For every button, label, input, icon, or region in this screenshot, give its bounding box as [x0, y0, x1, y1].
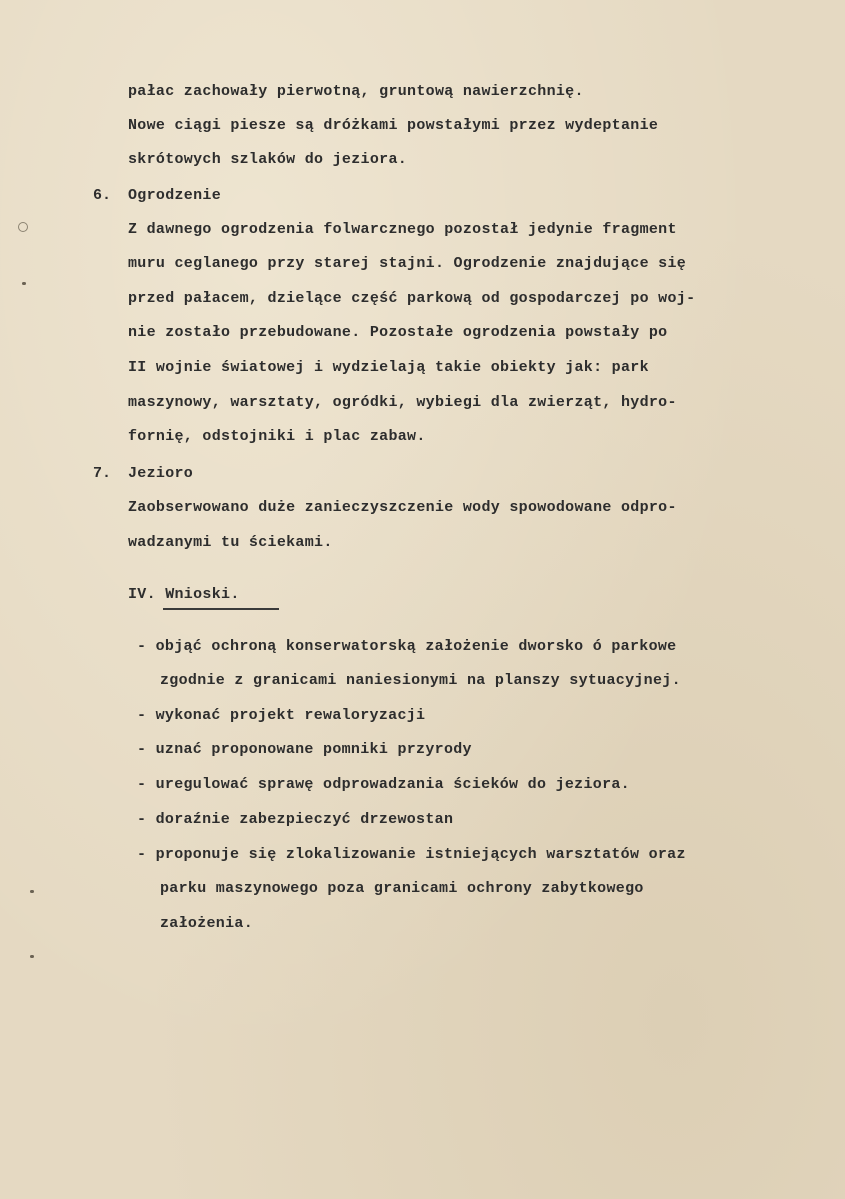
- text-line: nie zostało przebudowane. Pozostałe ogrodzenia powstały po: [128, 324, 668, 341]
- list-item: - proponuje się zlokalizowanie istniejących warsztatów oraz: [137, 846, 686, 863]
- text-line: pałac zachowały pierwotną, gruntową nawierzchnię.: [128, 83, 584, 100]
- paper-speck: [30, 890, 34, 893]
- section-title-jezioro: Jezioro: [128, 465, 194, 482]
- section-number-7: 7.: [93, 465, 112, 482]
- list-item-continuation: zgodnie z granicami naniesionymi na planszy sytuacyjnej.: [160, 672, 681, 689]
- section-title-wnioski: IV. Wnioski.: [128, 586, 240, 603]
- text-line: przed pałacem, dzielące część parkową od gospodarczej po woj-: [128, 290, 696, 307]
- text-line: Nowe ciągi piesze są dróżkami powstałymi przez wydeptanie: [128, 117, 659, 134]
- binder-hole: [18, 222, 28, 232]
- paper-speck: [30, 955, 34, 958]
- text-line: Z dawnego ogrodzenia folwarcznego pozostał jedynie fragment: [128, 221, 677, 238]
- text-line: wadzanymi tu ściekami.: [128, 534, 333, 551]
- text-line: II wojnie światowej i wydzielają takie obiekty jak: park: [128, 359, 649, 376]
- list-item: - objąć ochroną konserwatorską założenie dworsko ó parkowe: [137, 638, 677, 655]
- list-item: - doraźnie zabezpieczyć drzewostan: [137, 811, 454, 828]
- text-line: fornię, odstojniki i plac zabaw.: [128, 428, 426, 445]
- list-item: - uregulować sprawę odprowadzania ścieków do jeziora.: [137, 776, 630, 793]
- text-line: skrótowych szlaków do jeziora.: [128, 151, 408, 168]
- list-item: - wykonać projekt rewaloryzacji: [137, 707, 426, 724]
- title-underline: [163, 608, 279, 610]
- list-item-continuation: parku maszynowego poza granicami ochrony zabytkowego: [160, 880, 644, 897]
- text-line: Zaobserwowano duże zanieczyszczenie wody spowodowane odpro-: [128, 499, 677, 516]
- list-item: - uznać proponowane pomniki przyrody: [137, 741, 472, 758]
- section-title-ogrodzenie: Ogrodzenie: [128, 187, 222, 204]
- list-item-continuation: założenia.: [160, 915, 254, 932]
- paper-speck: [22, 282, 26, 285]
- text-line: muru ceglanego przy starej stajni. Ogrodzenie znajdujące się: [128, 255, 687, 272]
- text-line: maszynowy, warsztaty, ogródki, wybiegi dla zwierząt, hydro-: [128, 394, 677, 411]
- section-number-6: 6.: [93, 187, 112, 204]
